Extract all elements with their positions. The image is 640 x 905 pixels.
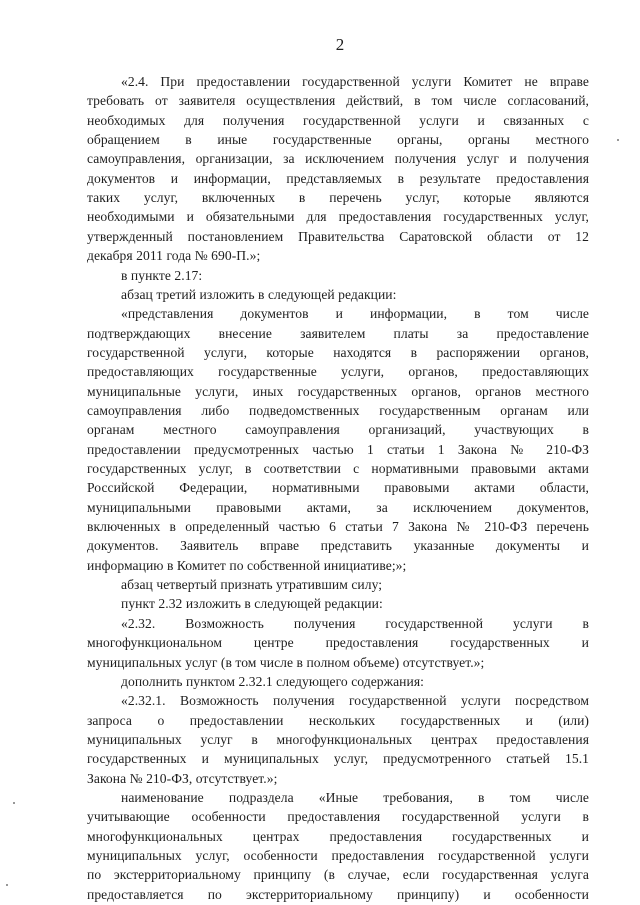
text-line: пункт 2.32 изложить в следующей редакции: (121, 596, 383, 611)
text-line: необходимых для получения государственной услуги и связанных с (87, 113, 589, 128)
page-number: 2 (335, 35, 345, 54)
text-line: органам местного самоуправления организаций, участвующих в (87, 422, 589, 437)
text-line: Закона № 210-ФЗ, отсутствует.»; (87, 771, 278, 786)
text-line: самоуправления либо подведомственных государственным органам или (87, 403, 589, 418)
text-line: информацию в Комитет по собственной инициативе;»; (87, 558, 407, 573)
text-line: дополнить пунктом 2.32.1 следующего содержания: (121, 674, 424, 689)
text-line: муниципальных услуг в многофункциональных центрах предоставления (87, 732, 589, 747)
text-line: государственных и муниципальных услуг, предусмотренного статьей 15.1 (87, 751, 589, 766)
text-line: «2.4. При предоставлении государственной услуги Комитет не вправе (121, 74, 589, 89)
text-line: предоставляется по экстерриториальному принципу) и особенности (87, 887, 589, 902)
text-line: утвержденный постановлением Правительства Саратовской области от 12 (87, 229, 589, 244)
text-line: «2.32.1. Возможность получения государственной услуги посредством (121, 693, 589, 708)
text-line: подтверждающих внесение заявителем платы за предоставление (87, 326, 589, 341)
text-line: запроса о предоставлении нескольких государственных и (или) (87, 713, 589, 728)
text-line: декабря 2011 года № 690-П.»; (87, 248, 261, 263)
text-line: включенных в определенный частью 6 статьи 7 Закона № 210-ФЗ перечень (87, 519, 589, 534)
text-line: муниципальных услуг, особенности предоставления государственной услуги (87, 848, 589, 863)
text-line: требовать от заявителя осуществления действий, в том числе согласований, (87, 93, 589, 108)
text-line: «представления документов и информации, в том числе (121, 306, 589, 321)
text-line: абзац четвертый признать утратившим силу; (121, 577, 383, 592)
text-line: по экстерриториальному принципу (в случае, если государственная услуга (87, 867, 589, 882)
text-line: муниципальными правовыми актами, за исключением документов, (87, 500, 589, 515)
text-line: предоставляющих государственные услуги, органов, предоставляющих (87, 364, 589, 379)
text-line: самоуправления, организации, за исключением получения услуг и получения (87, 151, 589, 166)
text-line: таких услуг, включенных в перечень услуг, которые являются (87, 190, 589, 205)
text-line: наименование подраздела «Иные требования, в том числе (121, 790, 589, 805)
text-line: государственных услуг, в соответствии с нормативными правовыми актами (87, 461, 589, 476)
text-line: муниципальные услуги, иных государственных органов, органов местного (87, 384, 589, 399)
text-line: многофункциональных центрах предоставления государственных и (87, 829, 589, 844)
text-line: в пункте 2.17: (121, 268, 203, 283)
text-line: абзац третий изложить в следующей редакции: (121, 287, 397, 302)
text-line: учитывающие особенности предоставления государственной услуги в (87, 809, 589, 824)
text-line: муниципальных услуг (в том числе в полном объеме) отсутствует.»; (87, 655, 485, 670)
text-line: необходимыми и обязательными для предоставления государственных услуг, (87, 209, 589, 224)
text-line: предоставлении предусмотренных частью 1 статьи 1 Закона № 210-ФЗ (87, 442, 589, 457)
text-line: Российской Федерации, нормативными правовыми актами области, (87, 480, 589, 495)
text-line: многофункциональном центре предоставления государственных и (87, 635, 589, 650)
text-line: обращением в иные государственные органы, органы местного (87, 132, 589, 147)
text-line: документов и информации, представляемых в результате предоставления (87, 171, 589, 186)
text-line: государственной услуги, которые находятся в распоряжении органов, (87, 345, 589, 360)
scan-speck (6, 884, 8, 886)
scan-speck (13, 802, 15, 804)
scan-speck (617, 139, 619, 141)
text-line: документов. Заявитель вправе представить указанные документы и (87, 538, 589, 553)
text-line: «2.32. Возможность получения государственной услуги в (121, 616, 589, 631)
